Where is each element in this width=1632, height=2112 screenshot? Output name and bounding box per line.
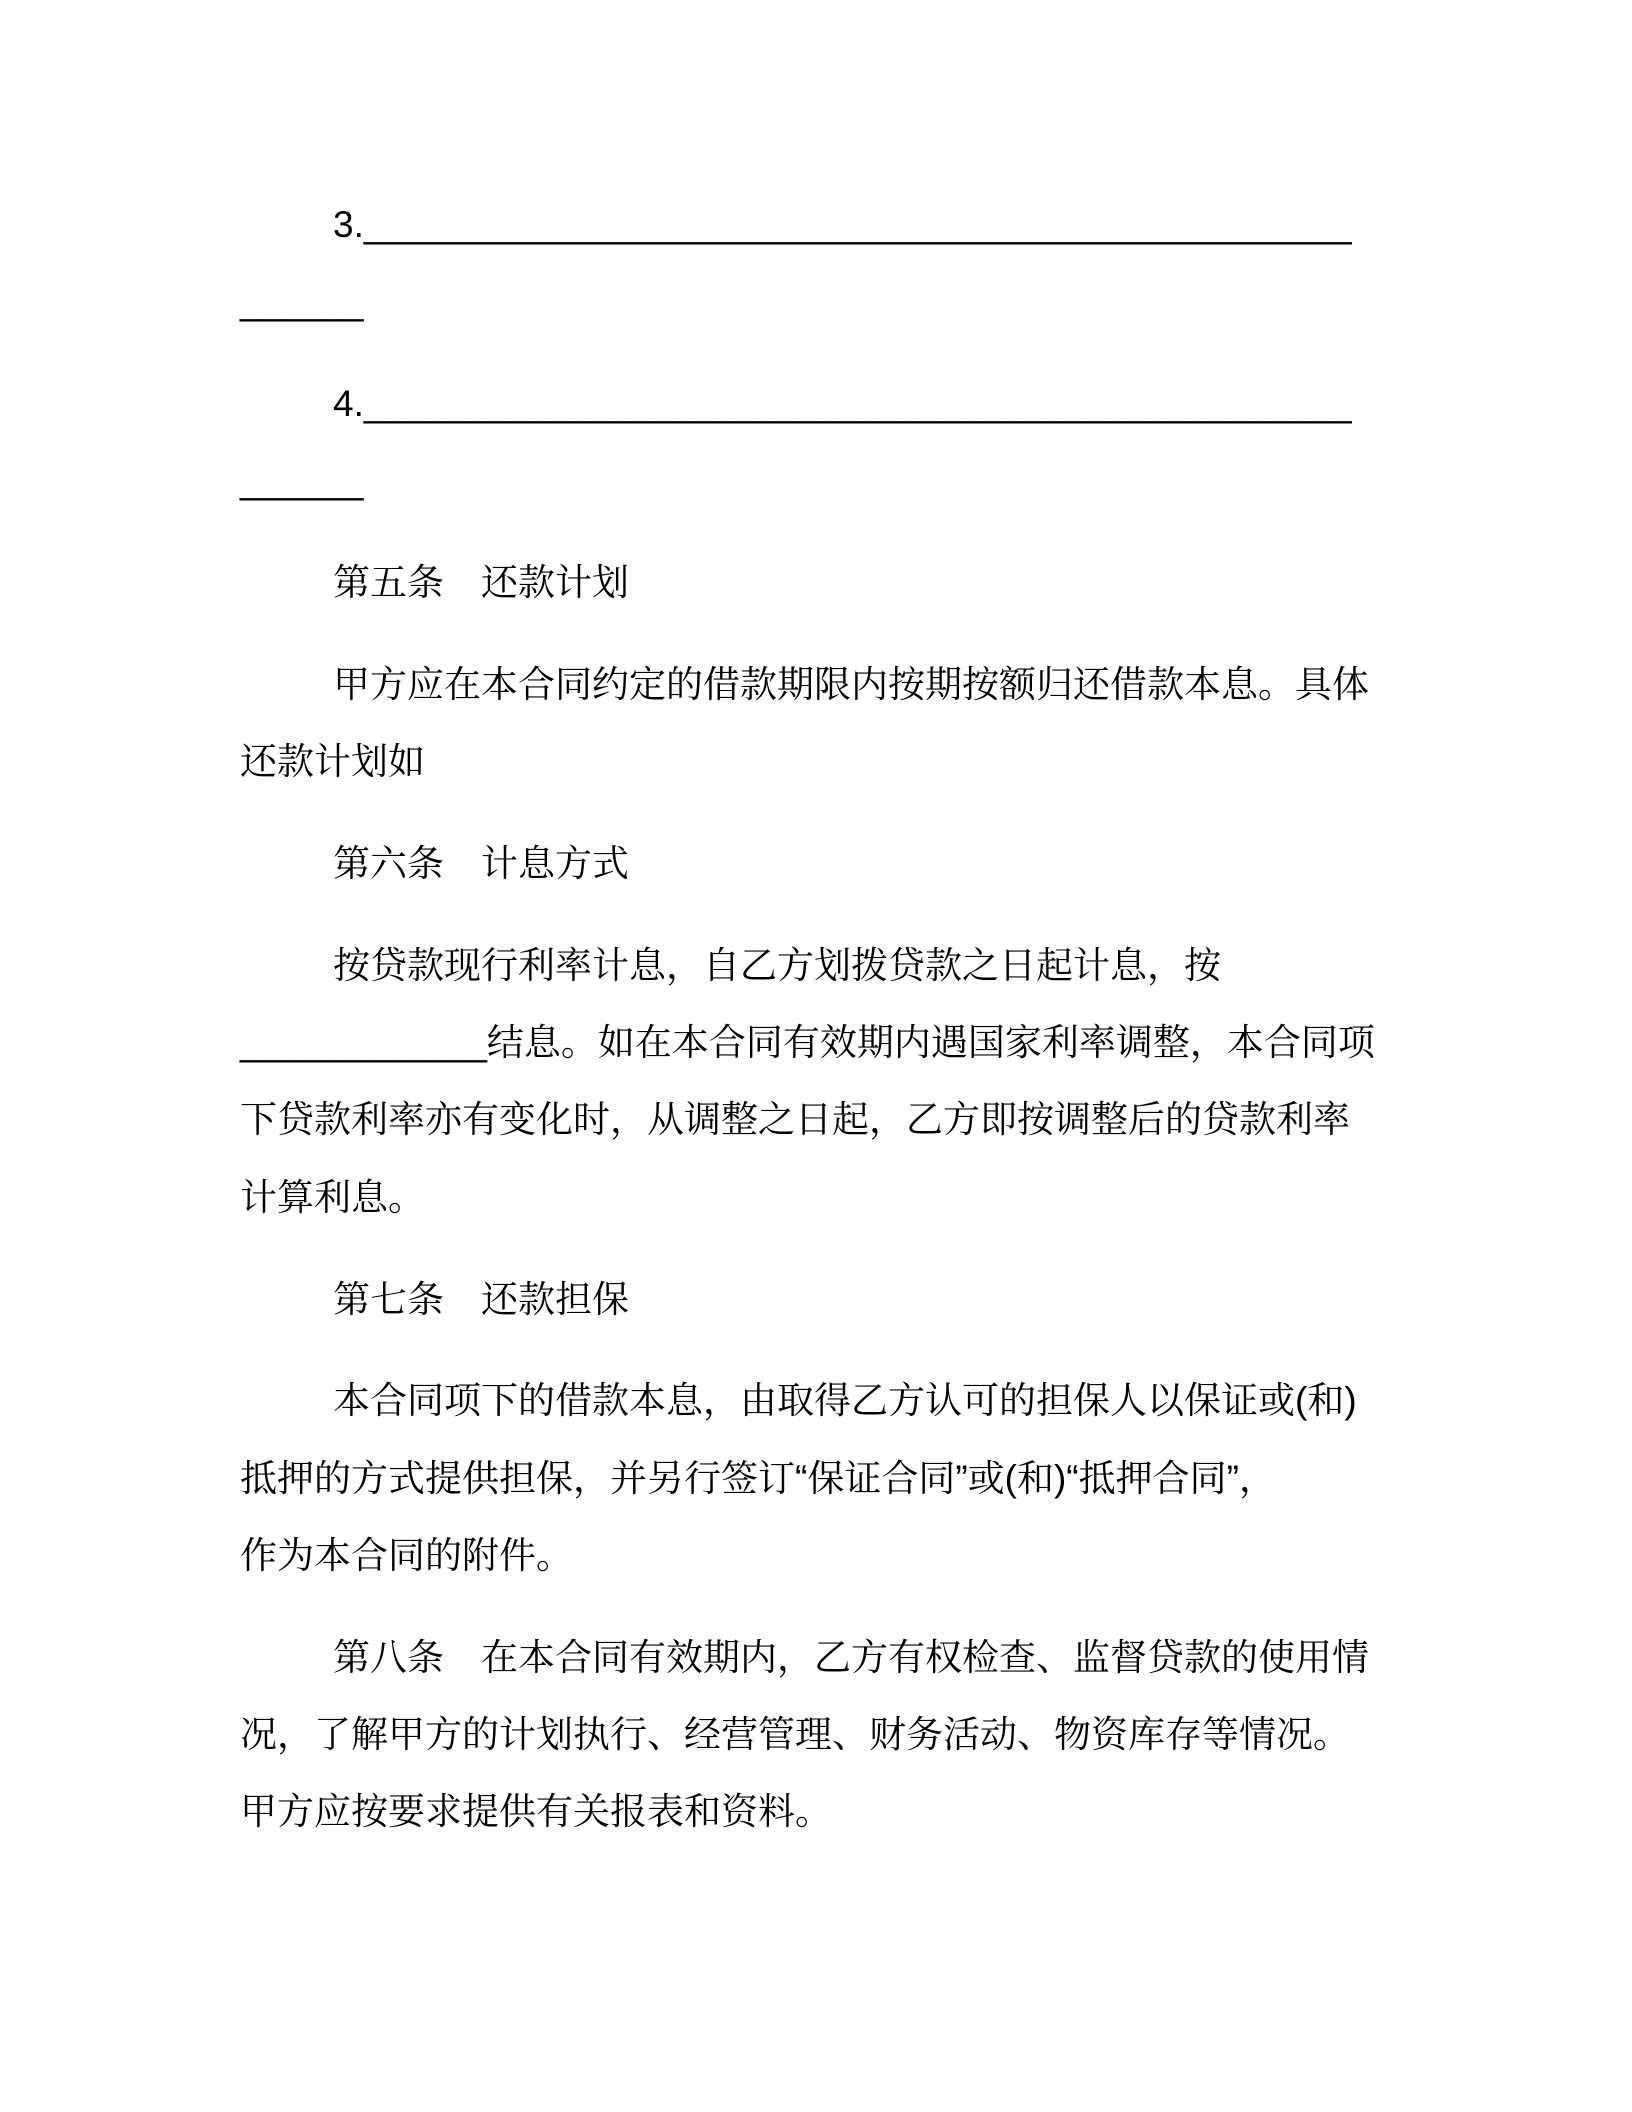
article-6-heading — [240, 825, 1380, 902]
text-line: 作为本合同的附件。 — [240, 1534, 573, 1576]
article-5-body — [240, 646, 1380, 801]
text-line: 第八条 在本合同有效期内，乙方有权检查、监督贷款的使用情 — [333, 1636, 1369, 1678]
text-line: 下贷款利率亦有变化时，从调整之日起，乙方即按调整后的贷款利率 — [240, 1099, 1350, 1141]
heading-line: 第六条 计息方式 — [333, 843, 629, 885]
blank-item-4 — [240, 365, 1380, 520]
text-line: 计算利息。 — [240, 1176, 425, 1218]
text-line: 况，了解甲方的计划执行、经营管理、财务活动、物资库存等情况。 — [240, 1714, 1350, 1756]
heading-line: 第七条 还款担保 — [333, 1278, 629, 1320]
heading-line: 第五条 还款计划 — [333, 562, 629, 604]
text-line: ____________结息。如在本合同有效期内遇国家利率调整，本合同项 — [240, 1022, 1375, 1064]
text-line: 4.________________________________________________ — [333, 383, 1352, 425]
article-7-heading — [240, 1261, 1380, 1338]
text-line: 3.________________________________________________ — [333, 204, 1352, 245]
text-line: 按贷款现行利率计息，自乙方划拨贷款之日起计息，按 — [333, 944, 1221, 986]
text-line: ______ — [240, 281, 364, 323]
document-body — [240, 186, 1380, 1875]
text-line: 还款计划如 — [240, 741, 425, 783]
text-line: 甲方应按要求提供有关报表和资料。 — [240, 1791, 832, 1833]
blank-item-3 — [240, 186, 1380, 341]
article-8-body — [240, 1619, 1380, 1851]
article-7-body — [240, 1362, 1380, 1594]
text-line: 本合同项下的借款本息，由取得乙方认可的担保人以保证或(和) — [333, 1380, 1357, 1422]
article-6-body — [240, 927, 1380, 1236]
text-line: ______ — [240, 460, 364, 502]
text-line: 甲方应在本合同约定的借款期限内按期按额归还借款本息。具体 — [333, 663, 1369, 705]
text-line: 抵押的方式提供担保，并另行签订“保证合同”或(和)“抵押合同”， — [240, 1457, 1276, 1499]
article-5-heading — [240, 544, 1380, 621]
